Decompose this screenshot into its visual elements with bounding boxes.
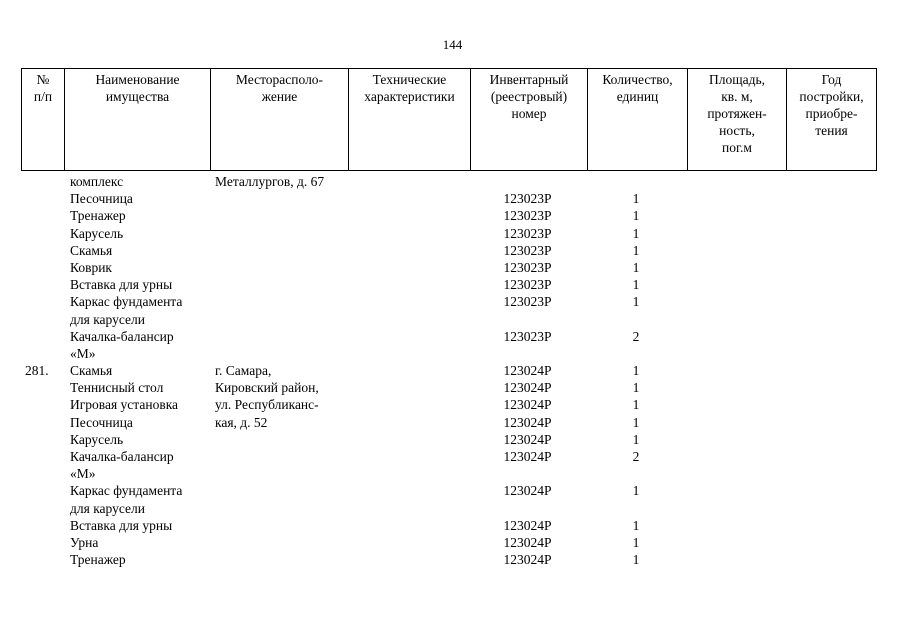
table-row bbox=[0, 173, 905, 190]
item-name: Качалка-балансир bbox=[70, 328, 174, 344]
item-name: Скамья bbox=[70, 363, 113, 379]
item-quantity: 1 bbox=[632, 294, 640, 310]
inventory-number: 123023Р bbox=[503, 191, 552, 207]
item-name: Коврик bbox=[70, 259, 112, 275]
column-header-location: Месторасполо- жение bbox=[211, 69, 349, 171]
table-row bbox=[0, 379, 905, 396]
item-quantity: 1 bbox=[632, 380, 640, 396]
inventory-number: 123023Р bbox=[503, 208, 552, 224]
column-header-area: Площадь, кв. м, протяжен- ность, пог.м bbox=[688, 69, 787, 171]
item-location: Металлургов, д. 67 bbox=[215, 174, 325, 189]
item-quantity: 1 bbox=[632, 277, 640, 293]
inventory-number: 123024Р bbox=[503, 397, 552, 413]
table-row bbox=[0, 414, 905, 431]
inventory-number: 123024Р bbox=[503, 449, 552, 464]
inventory-number: 123024Р bbox=[503, 380, 552, 396]
table-row bbox=[0, 207, 905, 224]
inventory-number: 123023Р bbox=[503, 242, 552, 258]
inventory-number: 123023Р bbox=[503, 277, 552, 293]
table-row bbox=[0, 242, 905, 259]
item-name: Качалка-балансир bbox=[70, 449, 174, 464]
item-name: Скамья bbox=[70, 242, 113, 258]
item-location: г. Самара, bbox=[215, 363, 272, 379]
item-quantity: 1 bbox=[632, 534, 640, 550]
item-name: Вставка для урны bbox=[70, 517, 173, 533]
table-body bbox=[0, 173, 905, 568]
column-header-inventory: Инвентарный (реестровый) номер bbox=[471, 69, 588, 171]
inventory-number: 123024Р bbox=[503, 414, 552, 430]
table-row bbox=[0, 500, 905, 517]
item-name: Игровая установка bbox=[70, 397, 179, 413]
table-row bbox=[0, 362, 905, 379]
column-header-specs: Технические характеристики bbox=[349, 69, 471, 171]
inventory-number: 123024Р bbox=[503, 363, 552, 379]
item-name: Каркас фундамента bbox=[70, 483, 183, 499]
table-row bbox=[0, 190, 905, 207]
inventory-number: 123023Р bbox=[503, 225, 552, 241]
item-quantity: 1 bbox=[632, 225, 640, 241]
item-name: Тренажер bbox=[70, 552, 126, 568]
table-row bbox=[0, 431, 905, 448]
item-name: Урна bbox=[70, 534, 99, 550]
item-quantity: 1 bbox=[632, 552, 640, 568]
item-location: кая, д. 52 bbox=[215, 414, 268, 430]
item-quantity: 1 bbox=[632, 363, 640, 379]
inventory-number: 123023Р bbox=[503, 328, 552, 344]
item-name: Песочница bbox=[70, 191, 133, 207]
inventory-number: 123023Р bbox=[503, 294, 552, 310]
column-header-name: Наименование имущества bbox=[65, 69, 211, 171]
item-quantity: 2 bbox=[632, 328, 640, 344]
item-name: Карусель bbox=[70, 225, 124, 241]
table-row bbox=[0, 448, 905, 465]
table-row bbox=[0, 328, 905, 345]
item-name: «М» bbox=[70, 345, 96, 361]
item-name: Карусель bbox=[70, 431, 124, 447]
column-header-quantity: Количество, единиц bbox=[588, 69, 688, 171]
item-location: ул. Республиканс- bbox=[215, 397, 319, 413]
table-row bbox=[0, 293, 905, 310]
inventory-number: 123024Р bbox=[503, 552, 552, 568]
item-location: Кировский район, bbox=[215, 380, 319, 396]
table-row bbox=[0, 311, 905, 328]
item-name: Вставка для урны bbox=[70, 277, 173, 293]
item-quantity: 1 bbox=[632, 431, 640, 447]
item-name: Теннисный стол bbox=[70, 380, 164, 396]
item-quantity: 1 bbox=[632, 208, 640, 224]
item-quantity: 2 bbox=[632, 449, 640, 464]
item-quantity: 1 bbox=[632, 517, 640, 533]
item-quantity: 1 bbox=[632, 191, 640, 207]
table-header bbox=[21, 68, 877, 171]
item-name: Тренажер bbox=[70, 208, 126, 224]
item-name: Каркас фундамента bbox=[70, 294, 183, 310]
inventory-number: 123023Р bbox=[503, 259, 552, 275]
row-number: 281. bbox=[25, 363, 49, 379]
page-number: 144 bbox=[442, 37, 463, 52]
table-row bbox=[0, 517, 905, 534]
table-row bbox=[0, 534, 905, 551]
item-quantity: 1 bbox=[632, 397, 640, 413]
table-row bbox=[0, 465, 905, 482]
inventory-number: 123024Р bbox=[503, 483, 552, 499]
column-header-year: Год постройки, приобре- тения bbox=[787, 69, 877, 171]
item-name: комплекс bbox=[70, 174, 124, 189]
table-row bbox=[0, 396, 905, 413]
column-header-number: № п/п bbox=[22, 69, 65, 171]
item-quantity: 1 bbox=[632, 414, 640, 430]
item-quantity: 1 bbox=[632, 242, 640, 258]
item-quantity: 1 bbox=[632, 483, 640, 499]
table-row bbox=[0, 345, 905, 362]
table-row bbox=[0, 482, 905, 499]
item-name: для карусели bbox=[70, 500, 145, 516]
inventory-number: 123024Р bbox=[503, 517, 552, 533]
inventory-number: 123024Р bbox=[503, 534, 552, 550]
table-row bbox=[0, 259, 905, 276]
table-row bbox=[0, 225, 905, 242]
table-row bbox=[0, 276, 905, 293]
item-quantity: 1 bbox=[632, 259, 640, 275]
item-name: «М» bbox=[70, 466, 96, 482]
item-name: Песочница bbox=[70, 414, 133, 430]
table-row bbox=[0, 551, 905, 568]
item-name: для карусели bbox=[70, 311, 145, 327]
inventory-number: 123024Р bbox=[503, 431, 552, 447]
